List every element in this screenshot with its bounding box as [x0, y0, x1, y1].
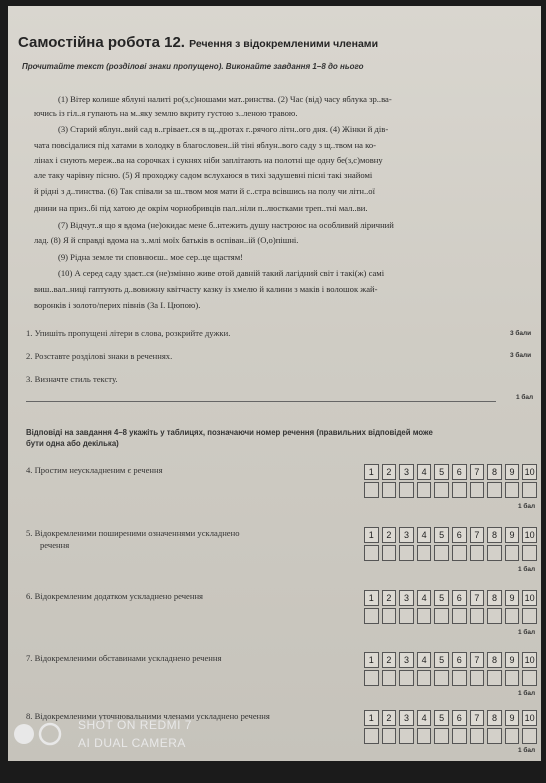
grid-number: 6 [452, 527, 467, 543]
task-5: 5. Відокремленими поширеними означеннями ускладнено [26, 528, 240, 538]
answer-cell[interactable] [382, 608, 397, 624]
text-line: (1) Вітер колише яблуні налиті ро(з,с)ношами мат..ринства. (2) Час (від) часу яблука зр..ва- [58, 94, 392, 104]
grid-number: 2 [382, 527, 397, 543]
page-title [18, 34, 378, 51]
answer-cell[interactable] [487, 545, 502, 561]
grid-number: 3 [399, 527, 414, 543]
watermark-line-2: AI DUAL CAMERA [78, 736, 186, 750]
grid-number: 7 [470, 710, 485, 726]
grid-number: 3 [399, 464, 414, 480]
task-7: 7. Відокремленими обставинами ускладнено речення [26, 653, 222, 663]
grid-number: 4 [417, 527, 432, 543]
answer-cell[interactable] [470, 728, 485, 744]
answer-grid-7 [364, 652, 540, 686]
answer-cell[interactable] [417, 482, 432, 498]
text-line: лад. (8) Я й справді вдома на з..млі моїх батьків в оспіван..ій (О,о)пішні. [34, 235, 299, 245]
answer-cell[interactable] [452, 545, 467, 561]
grid-number: 8 [487, 590, 502, 606]
grid-number: 4 [417, 710, 432, 726]
grid-number: 4 [417, 590, 432, 606]
grid-number: 7 [470, 652, 485, 668]
grid-number: 4 [417, 652, 432, 668]
task-6: 6. Відокремленим додатком ускладнено речення [26, 591, 203, 601]
text-line: (7) Відчут..я що я вдома (не)окидає мене б..нтежить душу настроює на особливий ліричний [58, 220, 394, 230]
grid-number: 3 [399, 710, 414, 726]
answer-cell[interactable] [505, 608, 520, 624]
text-line: чата повсідалися під хатами в холодку в благословен..ій тіні яблун..вого саду з щ..твом на ко- [34, 140, 377, 150]
answer-cell[interactable] [417, 545, 432, 561]
answer-cell[interactable] [487, 670, 502, 686]
grid-number: 9 [505, 464, 520, 480]
task-2-points: 3 бали [510, 352, 532, 359]
answer-cell[interactable] [364, 608, 379, 624]
answer-cell[interactable] [452, 670, 467, 686]
grid-number: 6 [452, 590, 467, 606]
task-5-points: 1 бал [518, 566, 536, 573]
grid-number: 1 [364, 527, 379, 543]
grid-number: 1 [364, 464, 379, 480]
grid-number: 8 [487, 464, 502, 480]
text-line: виш..вал..ниці гаптують д..вовижну квітчасту казку із хмелю й калини з маків і волошок жай- [34, 284, 378, 294]
task-4-points: 1 бал [518, 503, 536, 510]
answer-cell[interactable] [470, 670, 485, 686]
text-line: але таку чарівну пісню. (5) Я проходжу садом вслухаюся в тихі задушевні пісні такі знайомі [34, 170, 373, 180]
grid-number: 6 [452, 652, 467, 668]
grid-number: 5 [434, 464, 449, 480]
answer-cell[interactable] [399, 482, 414, 498]
answer-cell[interactable] [470, 482, 485, 498]
grid-number: 7 [470, 464, 485, 480]
grid-number: 9 [505, 590, 520, 606]
text-line: лінах і снують мереж..ва на сорочках і сукнях ніби заплітають на полотні ще одну бе(з,с)мовну [34, 155, 383, 165]
answer-cell[interactable] [364, 728, 379, 744]
grid-number: 2 [382, 710, 397, 726]
answer-cell[interactable] [399, 670, 414, 686]
task-3-points: 1 бал [516, 394, 534, 401]
answer-cell[interactable] [434, 670, 449, 686]
task-7-points: 1 бал [518, 690, 536, 697]
grid-number: 9 [505, 710, 520, 726]
text-line: й рідні з д..тинства. (6) Так співали за ш..твом моя мати й с..стра всівшись на полу чи літн..ої [34, 186, 375, 196]
answer-cell[interactable] [452, 482, 467, 498]
answer-line [26, 401, 496, 402]
text-line: (3) Старий яблун..вий сад в..грівает..ся в щ..дротах г..рячого літн..ого дня. (4) Жінки й дів- [58, 124, 389, 134]
answer-cell[interactable] [382, 545, 397, 561]
text-line: днини на приз..бі під хатою де окрім чорнобривців пал..ніли п..люстками треп..тні мал..ви. [34, 203, 368, 213]
answer-cell[interactable] [399, 608, 414, 624]
task-5-cont: речення [40, 540, 70, 550]
answer-cell[interactable] [522, 482, 537, 498]
grid-number: 3 [399, 590, 414, 606]
grid-number: 10 [522, 652, 537, 668]
answer-cell[interactable] [487, 608, 502, 624]
answer-cell[interactable] [505, 545, 520, 561]
answer-grid-6 [364, 590, 540, 624]
worksheet-page [8, 6, 541, 761]
answer-cell[interactable] [382, 670, 397, 686]
answer-cell[interactable] [399, 728, 414, 744]
section-instruction-cont: бути одна або декілька) [26, 439, 119, 448]
title-main: Самостійна робота 12. [18, 34, 185, 51]
grid-number: 5 [434, 652, 449, 668]
section-instruction: Відповіді на завдання 4–8 укажіть у таблицях, позначаючи номер речення (правильних відповідей може [26, 428, 433, 437]
grid-number: 5 [434, 590, 449, 606]
answer-cell[interactable] [417, 608, 432, 624]
answer-cell[interactable] [417, 670, 432, 686]
answer-cell[interactable] [434, 728, 449, 744]
grid-number: 6 [452, 710, 467, 726]
grid-number: 10 [522, 527, 537, 543]
grid-number: 9 [505, 652, 520, 668]
task-8-points: 1 бал [518, 747, 536, 754]
grid-number: 5 [434, 527, 449, 543]
answer-cell[interactable] [522, 608, 537, 624]
answer-cell[interactable] [505, 728, 520, 744]
grid-number: 10 [522, 710, 537, 726]
answer-cell[interactable] [364, 482, 379, 498]
task-1-points: 3 бали [510, 330, 532, 337]
task-8: 8. Відокремленими уточнювальними членами ускладнено речення [26, 711, 270, 721]
watermark-line-1: SHOT ON REDMI 7 [78, 718, 192, 732]
answer-grid-8 [364, 710, 540, 744]
answer-cell[interactable] [522, 728, 537, 744]
task-1: 1. Упишіть пропущені літери в слова, розкрийте дужки. [26, 328, 231, 338]
grid-number: 2 [382, 652, 397, 668]
grid-number: 10 [522, 590, 537, 606]
grid-number: 7 [470, 527, 485, 543]
answer-cell[interactable] [487, 728, 502, 744]
answer-cell[interactable] [382, 482, 397, 498]
grid-number: 4 [417, 464, 432, 480]
reading-instruction: Прочитайте текст (розділові знаки пропущено). Виконайте завдання 1–8 до нього [22, 62, 364, 71]
answer-cell[interactable] [505, 670, 520, 686]
answer-cell[interactable] [417, 728, 432, 744]
grid-number: 6 [452, 464, 467, 480]
answer-cell[interactable] [452, 608, 467, 624]
grid-number: 5 [434, 710, 449, 726]
answer-cell[interactable] [470, 545, 485, 561]
answer-cell[interactable] [364, 670, 379, 686]
title-subtitle: Речення з відокремленими членами [189, 38, 379, 50]
grid-number: 1 [364, 652, 379, 668]
text-line: (10) А серед саду здаєт..ся (не)змінно живе отой давній такий лагідний світ і такі(ж) самі [58, 268, 385, 278]
text-line: воронків і золото/перих півнів (За І. Цюпою). [34, 300, 201, 310]
grid-number: 8 [487, 652, 502, 668]
text-line: (9) Рідна земле ти сповнюєш.. мое сер..це щастям! [58, 252, 244, 262]
grid-number: 8 [487, 527, 502, 543]
answer-cell[interactable] [434, 482, 449, 498]
grid-number: 8 [487, 710, 502, 726]
answer-cell[interactable] [364, 545, 379, 561]
grid-number: 2 [382, 464, 397, 480]
answer-grid-4 [364, 464, 540, 498]
grid-number: 7 [470, 590, 485, 606]
grid-number: 9 [505, 527, 520, 543]
camera-watermark-logo [12, 721, 72, 747]
grid-number: 10 [522, 464, 537, 480]
answer-cell[interactable] [452, 728, 467, 744]
task-4: 4. Простим неускладненим є речення [26, 465, 163, 475]
answer-cell[interactable] [487, 482, 502, 498]
text-line: ючись із гіл..я гупають на м..яку землю вкриту густою з..леною травою. [34, 108, 298, 118]
answer-cell[interactable] [399, 545, 414, 561]
answer-grid-5 [364, 527, 540, 561]
answer-cell[interactable] [434, 545, 449, 561]
answer-cell[interactable] [382, 728, 397, 744]
answer-cell[interactable] [505, 482, 520, 498]
task-6-points: 1 бал [518, 629, 536, 636]
answer-cell[interactable] [522, 670, 537, 686]
grid-number: 3 [399, 652, 414, 668]
camera-watermark [78, 716, 192, 752]
grid-number: 1 [364, 710, 379, 726]
answer-cell[interactable] [522, 545, 537, 561]
answer-cell[interactable] [470, 608, 485, 624]
answer-cell[interactable] [434, 608, 449, 624]
grid-number: 2 [382, 590, 397, 606]
task-3: 3. Визначте стиль тексту. [26, 374, 118, 384]
grid-number: 1 [364, 590, 379, 606]
task-2: 2. Розставте розділові знаки в реченнях. [26, 351, 173, 361]
